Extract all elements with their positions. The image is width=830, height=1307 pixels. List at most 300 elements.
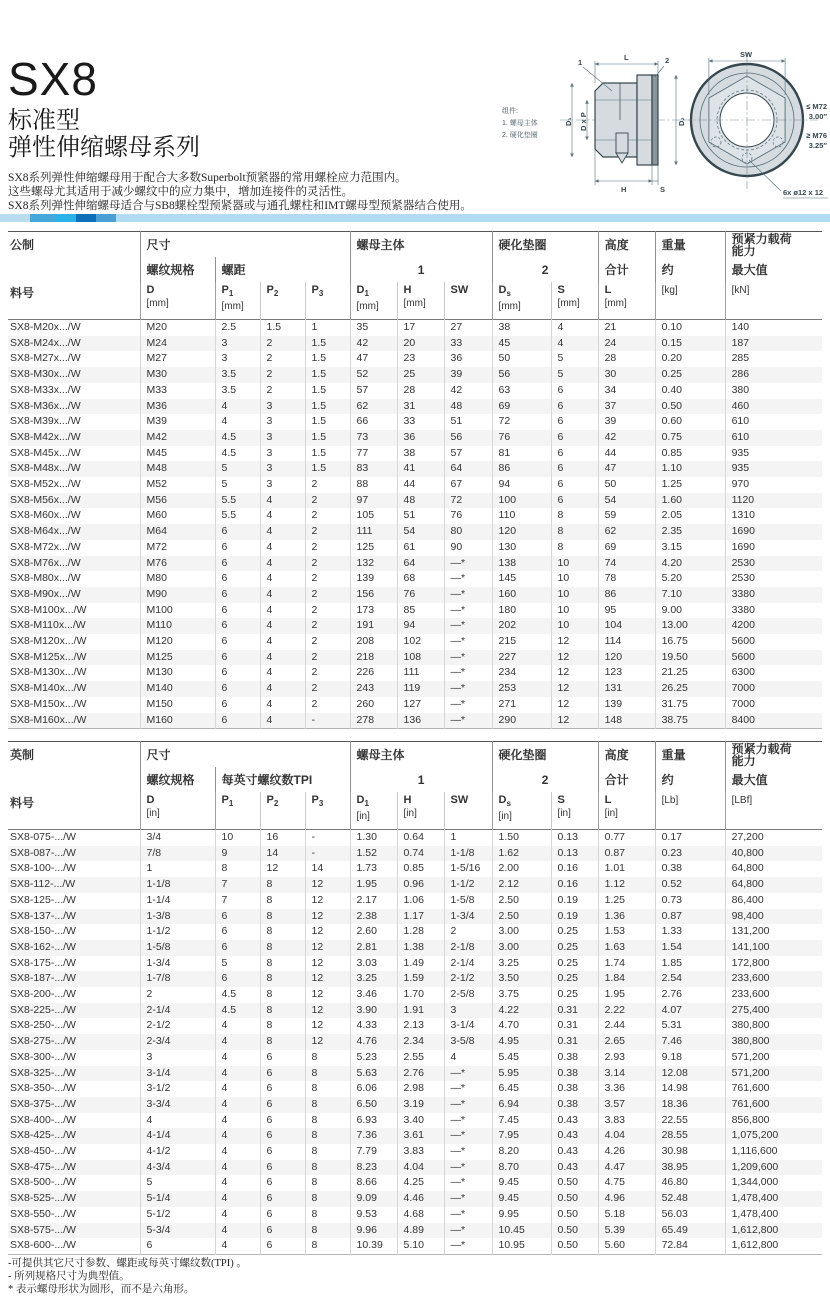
value-cell: 2 — [305, 540, 350, 556]
value-cell: 131,200 — [725, 924, 822, 940]
value-cell: 3.50 — [492, 971, 551, 987]
value-cell: 21.25 — [655, 665, 725, 681]
value-cell: 1.85 — [655, 956, 725, 972]
value-cell: 1.5 — [305, 336, 350, 352]
table-row — [8, 1066, 822, 1082]
value-cell: 83 — [350, 461, 397, 477]
value-cell: 16.75 — [655, 634, 725, 650]
value-cell: 253 — [492, 681, 551, 697]
nut-flange-section — [637, 75, 652, 165]
value-cell: 3 — [260, 477, 305, 493]
value-cell: 2 — [305, 665, 350, 681]
value-cell: M150 — [140, 697, 215, 713]
value-cell: 9.09 — [350, 1191, 397, 1207]
group-preload — [725, 742, 822, 768]
value-cell: 111 — [397, 665, 444, 681]
column-header: SW — [444, 792, 492, 830]
value-cell: 0.73 — [655, 893, 725, 909]
value-cell: 105 — [350, 508, 397, 524]
value-cell: 3380 — [725, 587, 822, 603]
part-number-cell: SX8-200-.../W — [10, 988, 76, 1001]
part-number-cell: SX8-525-.../W — [10, 1192, 76, 1205]
value-cell: 1-1/4 — [140, 893, 215, 909]
value-cell: 4.22 — [492, 1003, 551, 1019]
value-cell: 6 — [551, 414, 598, 430]
value-cell: 6 — [215, 603, 260, 619]
group-washer: 硬化垫圈 — [492, 742, 598, 768]
sub-thread-spec: 螺纹规格 — [140, 767, 215, 792]
value-cell: 6 — [215, 540, 260, 556]
value-cell: 2530 — [725, 571, 822, 587]
dim-label-DxP: D x P — [579, 112, 588, 131]
value-cell: 8 — [260, 987, 305, 1003]
part-number-cell: SX8-125-.../W — [10, 893, 76, 906]
value-cell: M39 — [140, 414, 215, 430]
value-cell: 34 — [598, 383, 655, 399]
value-cell: 2.05 — [655, 508, 725, 524]
sub-washer-number: 2 — [492, 257, 598, 282]
value-cell: 5 — [215, 477, 260, 493]
value-cell: 3-1/4 — [140, 1066, 215, 1082]
value-cell: 1.10 — [655, 461, 725, 477]
value-cell: 148 — [598, 713, 655, 729]
value-cell: 69 — [492, 399, 551, 415]
value-cell: 3.90 — [350, 1003, 397, 1019]
value-cell: 1.12 — [598, 877, 655, 893]
value-cell: M48 — [140, 461, 215, 477]
value-cell: 0.31 — [551, 1003, 598, 1019]
column-header: S [mm] — [551, 282, 598, 320]
part-number-header: 料号 — [10, 286, 35, 300]
part-number-cell: SX8-M33x.../W — [10, 383, 81, 396]
group-washer: 硬化垫圈 — [492, 232, 598, 258]
value-cell: 7.36 — [350, 1128, 397, 1144]
value-cell: 123 — [598, 665, 655, 681]
value-cell: 45 — [492, 336, 551, 352]
value-cell: 8 — [305, 1066, 350, 1082]
value-cell: 140 — [725, 320, 822, 336]
accent-bar-segment — [0, 214, 30, 222]
sub-tpi: 每英寸螺纹数TPI — [215, 767, 350, 792]
value-cell: 25 — [397, 367, 444, 383]
value-cell: 6 — [260, 1223, 305, 1239]
column-header: [kg] — [655, 282, 725, 320]
value-cell: 4 — [260, 650, 305, 666]
value-cell: 202 — [492, 618, 551, 634]
value-cell: 13.00 — [655, 618, 725, 634]
value-cell: 180 — [492, 603, 551, 619]
note-small-inch: 3.00″ — [808, 112, 827, 121]
value-cell: 0.17 — [655, 830, 725, 846]
part-number-cell: SX8-350-.../W — [10, 1082, 76, 1095]
part-number-cell: SX8-M150x.../W — [10, 697, 87, 710]
value-cell: 8 — [260, 971, 305, 987]
column-header: $P_3$ — [305, 282, 350, 320]
value-cell: 90 — [444, 540, 492, 556]
value-cell: 1.59 — [397, 971, 444, 987]
value-cell: 52 — [350, 367, 397, 383]
value-cell: 38.75 — [655, 713, 725, 729]
value-cell: 2-1/2 — [140, 1018, 215, 1034]
table-row — [8, 987, 822, 1003]
note-small-thread: ≤ M72 — [806, 102, 827, 111]
value-cell: 12 — [305, 956, 350, 972]
value-cell: 4 — [260, 665, 305, 681]
nut-drawing-svg — [500, 33, 830, 215]
table-row — [8, 524, 822, 540]
value-cell: 8400 — [725, 713, 822, 729]
value-cell: 1.95 — [598, 987, 655, 1003]
value-cell: 1.53 — [598, 924, 655, 940]
note-large-inch: 3.25″ — [808, 141, 827, 150]
value-cell: M45 — [140, 446, 215, 462]
value-cell: 172,800 — [725, 956, 822, 972]
dim-label-L: L — [624, 53, 629, 62]
value-cell: 1,478,400 — [725, 1191, 822, 1207]
value-cell: 4.5 — [215, 1003, 260, 1019]
value-cell: 2.34 — [397, 1034, 444, 1050]
value-cell: 2.98 — [397, 1081, 444, 1097]
value-cell: 141,100 — [725, 940, 822, 956]
value-cell: 7 — [215, 893, 260, 909]
value-cell: 1.52 — [350, 846, 397, 862]
value-cell: 2.17 — [350, 893, 397, 909]
column-header: SW — [444, 282, 492, 320]
table-row — [8, 909, 822, 925]
value-cell: 1690 — [725, 540, 822, 556]
group-header-row — [8, 742, 822, 768]
value-cell: M130 — [140, 665, 215, 681]
value-cell: 0.13 — [551, 846, 598, 862]
value-cell: 2.12 — [492, 877, 551, 893]
value-cell: 4 — [260, 587, 305, 603]
value-cell: 5 — [215, 461, 260, 477]
value-cell: 6 — [215, 587, 260, 603]
value-cell: 0.31 — [551, 1034, 598, 1050]
value-cell: 0.23 — [655, 846, 725, 862]
value-cell: 69 — [598, 540, 655, 556]
table-row — [8, 971, 822, 987]
value-cell: 935 — [725, 446, 822, 462]
value-cell: 8 — [305, 1238, 350, 1254]
value-cell: 3-5/8 — [444, 1034, 492, 1050]
value-cell: M20 — [140, 320, 215, 336]
value-cell: 1-3/4 — [140, 956, 215, 972]
value-cell: 5.18 — [598, 1207, 655, 1223]
value-cell: 5 — [551, 351, 598, 367]
value-cell: 4 — [260, 681, 305, 697]
value-cell: 0.52 — [655, 877, 725, 893]
value-cell: —* — [444, 681, 492, 697]
value-cell: 21 — [598, 320, 655, 336]
value-cell: 95 — [598, 603, 655, 619]
value-cell: 8 — [305, 1081, 350, 1097]
column-header: $D_s$ [in] — [492, 792, 551, 830]
value-cell: 4 — [215, 1066, 260, 1082]
value-cell: 0.50 — [655, 399, 725, 415]
column-header: $P_1$ — [215, 792, 260, 830]
table-row — [8, 846, 822, 862]
value-cell: 156 — [350, 587, 397, 603]
table-row — [8, 540, 822, 556]
value-cell: 5.39 — [598, 1223, 655, 1239]
value-cell: 1.5 — [305, 430, 350, 446]
value-cell: 139 — [350, 571, 397, 587]
value-cell: 2 — [305, 524, 350, 540]
value-cell: 42 — [444, 383, 492, 399]
table-row — [8, 1128, 822, 1144]
value-cell: 6.50 — [350, 1097, 397, 1113]
value-cell: 86 — [492, 461, 551, 477]
table-row — [8, 940, 822, 956]
value-cell: 10 — [551, 556, 598, 572]
value-cell: 4.04 — [397, 1160, 444, 1176]
part-number-cell: SX8-M90x.../W — [10, 587, 81, 600]
value-cell: 94 — [397, 618, 444, 634]
value-cell: 3 — [260, 461, 305, 477]
value-cell: 6 — [215, 681, 260, 697]
value-cell: —* — [444, 1223, 492, 1239]
value-cell: 6.93 — [350, 1113, 397, 1129]
part-number-cell: SX8-M56x.../W — [10, 493, 81, 506]
value-cell: 6 — [215, 909, 260, 925]
value-cell: —* — [444, 1128, 492, 1144]
value-cell: 8.66 — [350, 1175, 397, 1191]
value-cell: 6 — [551, 383, 598, 399]
value-cell: 24 — [598, 336, 655, 352]
value-cell: 0.43 — [551, 1128, 598, 1144]
component-1-label: 1. 螺母主体 — [502, 120, 538, 127]
part-number-cell: SX8-225-.../W — [10, 1003, 76, 1016]
group-preload-line1: 预紧力载荷 — [731, 741, 792, 756]
part-number-cell: SX8-187-.../W — [10, 972, 76, 985]
value-cell: 2 — [305, 556, 350, 572]
value-cell: 1-7/8 — [140, 971, 215, 987]
part-number-cell: SX8-087-.../W — [10, 846, 76, 859]
value-cell: 14 — [260, 846, 305, 862]
group-preload — [725, 232, 822, 258]
column-header: S [in] — [551, 792, 598, 830]
value-cell: M33 — [140, 383, 215, 399]
value-cell: 8 — [260, 893, 305, 909]
value-cell: 8 — [305, 1160, 350, 1176]
value-cell: 3.00 — [492, 924, 551, 940]
value-cell: 4.76 — [350, 1034, 397, 1050]
system-label: 英制 — [10, 748, 35, 762]
value-cell: 1.91 — [397, 1003, 444, 1019]
value-cell: 4.75 — [598, 1175, 655, 1191]
value-cell: 4 — [260, 697, 305, 713]
value-cell: —* — [444, 1113, 492, 1129]
value-cell: 3.46 — [350, 987, 397, 1003]
value-cell: 12 — [551, 665, 598, 681]
value-cell: 4 — [215, 1034, 260, 1050]
value-cell: 12 — [260, 861, 305, 877]
value-cell: 243 — [350, 681, 397, 697]
value-cell: 1.84 — [598, 971, 655, 987]
value-cell: 6 — [260, 1050, 305, 1066]
value-cell: 6 — [260, 1207, 305, 1223]
value-cell: 104 — [598, 618, 655, 634]
value-cell: 0.19 — [551, 909, 598, 925]
value-cell: 3 — [260, 414, 305, 430]
accent-bar-segment — [56, 214, 76, 222]
sub-thread-spec: 螺纹规格 — [140, 257, 215, 282]
footnotes — [8, 1257, 247, 1296]
value-cell: M140 — [140, 681, 215, 697]
part-number-cell: SX8-450-.../W — [10, 1145, 76, 1158]
value-cell: 1.50 — [492, 830, 551, 846]
part-number-cell: SX8-M125x.../W — [10, 650, 87, 663]
value-cell: 761,600 — [725, 1081, 822, 1097]
value-cell: 7/8 — [140, 846, 215, 862]
part-number-cell: SX8-400-.../W — [10, 1113, 76, 1126]
value-cell: 5.63 — [350, 1066, 397, 1082]
value-cell: 4.96 — [598, 1191, 655, 1207]
value-cell: 14.98 — [655, 1081, 725, 1097]
value-cell: 8 — [305, 1050, 350, 1066]
part-number-cell: SX8-M80x.../W — [10, 572, 81, 585]
value-cell: 20 — [397, 336, 444, 352]
table-row — [8, 1144, 822, 1160]
table-row — [8, 1003, 822, 1019]
value-cell: 4 — [215, 1160, 260, 1176]
part-number-cell: SX8-375-.../W — [10, 1097, 76, 1110]
value-cell: 2 — [305, 618, 350, 634]
value-cell: —* — [444, 618, 492, 634]
value-cell: 2 — [260, 336, 305, 352]
table-row — [8, 351, 822, 367]
value-cell: 571,200 — [725, 1066, 822, 1082]
value-cell: 119 — [397, 681, 444, 697]
value-cell: 1.17 — [397, 909, 444, 925]
value-cell: 12 — [305, 893, 350, 909]
value-cell: 65.49 — [655, 1223, 725, 1239]
value-cell: 5.95 — [492, 1066, 551, 1082]
value-cell: 68 — [397, 571, 444, 587]
value-cell: 1.60 — [655, 493, 725, 509]
value-cell: - — [305, 846, 350, 862]
column-header: $P_2$ — [260, 792, 305, 830]
value-cell: 18.36 — [655, 1097, 725, 1113]
value-cell: 8 — [260, 956, 305, 972]
value-cell: 12 — [551, 650, 598, 666]
value-cell: 1.06 — [397, 893, 444, 909]
product-code: SX8 — [8, 53, 98, 105]
value-cell: 8 — [260, 1034, 305, 1050]
column-header: D [mm] — [140, 282, 215, 320]
value-cell: 761,600 — [725, 1097, 822, 1113]
value-cell: 39 — [444, 367, 492, 383]
table-row — [8, 924, 822, 940]
value-cell: 8.70 — [492, 1160, 551, 1176]
value-cell: 8 — [305, 1223, 350, 1239]
value-cell: 3 — [215, 336, 260, 352]
value-cell: 0.16 — [551, 861, 598, 877]
value-cell: 2 — [305, 508, 350, 524]
value-cell: 0.38 — [551, 1097, 598, 1113]
table-row — [8, 1034, 822, 1050]
value-cell: 73 — [350, 430, 397, 446]
value-cell: 4 — [551, 336, 598, 352]
part-number-cell: SX8-137-.../W — [10, 909, 76, 922]
value-cell: 66 — [350, 414, 397, 430]
table-row — [8, 446, 822, 462]
group-height: 高度 — [598, 742, 655, 768]
sub-total: 合计 — [598, 767, 655, 792]
part-number-cell: SX8-162-.../W — [10, 940, 76, 953]
value-cell: 56 — [444, 430, 492, 446]
value-cell: 4 — [215, 1113, 260, 1129]
value-cell: 56.03 — [655, 1207, 725, 1223]
value-cell: 5.20 — [655, 571, 725, 587]
value-cell: 1.5 — [305, 383, 350, 399]
technical-drawing — [500, 33, 830, 215]
value-cell: 64 — [444, 461, 492, 477]
value-cell: 2 — [305, 634, 350, 650]
value-cell: 2.44 — [598, 1018, 655, 1034]
value-cell: 47 — [598, 461, 655, 477]
value-cell: 3 — [140, 1050, 215, 1066]
description-line: SX8系列弹性伸缩螺母适合与SB8螺栓型预紧器或与通孔螺柱和IMT螺母型预紧器结合使用。 — [8, 200, 472, 212]
value-cell: 4 — [260, 603, 305, 619]
value-cell: 0.50 — [551, 1238, 598, 1254]
value-cell: 54 — [397, 524, 444, 540]
value-cell: 226 — [350, 665, 397, 681]
value-cell: 3.00 — [492, 940, 551, 956]
value-cell: 3-1/2 — [140, 1081, 215, 1097]
value-cell: 1.54 — [655, 940, 725, 956]
column-header: [Lb] — [655, 792, 725, 830]
part-number-cell: SX8-M45x.../W — [10, 446, 81, 459]
value-cell: M24 — [140, 336, 215, 352]
component-2-label: 2. 硬化垫圈 — [502, 132, 538, 139]
value-cell: 4.70 — [492, 1018, 551, 1034]
table-row — [8, 477, 822, 493]
value-cell: —* — [444, 1207, 492, 1223]
sub-nut-number: 1 — [350, 767, 492, 792]
value-cell: 4 — [215, 1238, 260, 1254]
value-cell: —* — [444, 1238, 492, 1254]
value-cell: 114 — [598, 634, 655, 650]
value-cell: 100 — [492, 493, 551, 509]
value-cell: 4.89 — [397, 1223, 444, 1239]
value-cell: 86 — [598, 587, 655, 603]
value-cell: 6 — [260, 1238, 305, 1254]
value-cell: 120 — [598, 650, 655, 666]
value-cell: 290 — [492, 713, 551, 729]
value-cell: 125 — [350, 540, 397, 556]
value-cell: 1.73 — [350, 861, 397, 877]
group-height: 高度 — [598, 232, 655, 258]
group-size: 尺寸 — [140, 232, 350, 258]
value-cell: 4-1/4 — [140, 1128, 215, 1144]
callout-2: 2 — [665, 56, 670, 65]
value-cell: 5-3/4 — [140, 1223, 215, 1239]
value-cell: M36 — [140, 399, 215, 415]
value-cell: 3.03 — [350, 956, 397, 972]
table-row — [8, 1097, 822, 1113]
value-cell: —* — [444, 697, 492, 713]
value-cell: 1-3/4 — [444, 909, 492, 925]
table-row — [8, 1050, 822, 1066]
value-cell: 51 — [444, 414, 492, 430]
value-cell: 2.22 — [598, 1003, 655, 1019]
value-cell: 1-5/8 — [140, 940, 215, 956]
value-cell: 6 — [260, 1066, 305, 1082]
value-cell: M125 — [140, 650, 215, 666]
value-cell: —* — [444, 1081, 492, 1097]
